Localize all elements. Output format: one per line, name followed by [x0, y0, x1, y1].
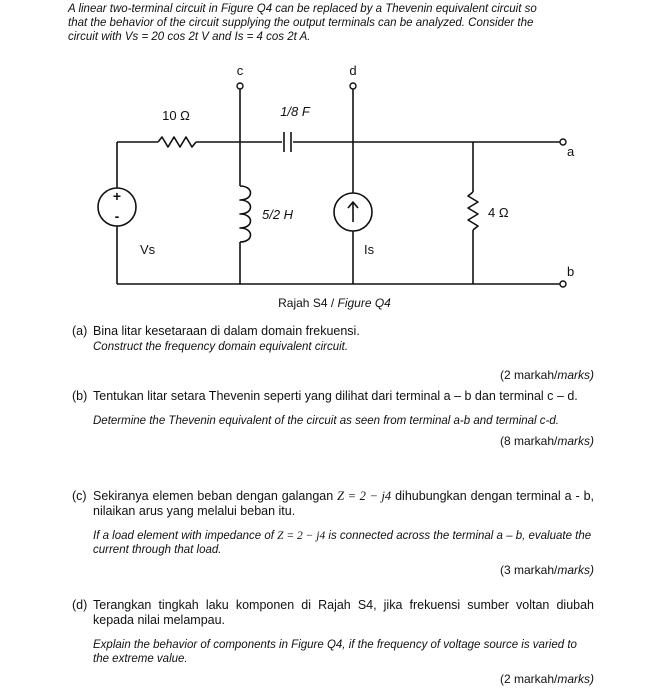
question-text-malay: Tentukan litar setara Thevenin seperti yang dilihat dari terminal a – b dan terminal c – d. — [93, 389, 578, 403]
question-label: (a) — [72, 324, 88, 338]
question-a — [72, 324, 594, 382]
question-label: (d) — [72, 598, 88, 612]
node-c-label: c — [236, 63, 244, 78]
resistor-4-label: 4 Ω — [488, 205, 509, 220]
question-text-malay: Bina litar kesetaraan di dalam domain frekuensi. — [93, 324, 360, 338]
figure-caption — [0, 296, 669, 310]
question-text-english: Construct the frequency domain equivalent circuit. — [93, 341, 349, 353]
vs-label: Vs — [140, 242, 156, 257]
terminal-c-icon — [237, 83, 243, 89]
question-text-malay: Terangkan tingkah laku komponen di Rajah S4, jika frekuensi sumber voltan diubah kepada nilai melampau. — [93, 598, 594, 627]
marks: (3 markah/marks) — [499, 563, 594, 577]
inductor-5-2-h — [240, 186, 251, 242]
terminal-a-icon — [560, 139, 566, 145]
question-text-english: Determine the Thevenin equivalent of the circuit as seen from terminal a-b and terminal c-d. — [93, 415, 559, 427]
resistor-4-ohm — [468, 192, 478, 230]
impedance-expression: Z = 2 − j4 — [337, 489, 392, 503]
is-label: Is — [364, 242, 375, 257]
marks: (2 markah/marks) — [499, 368, 594, 382]
node-d-label: d — [349, 63, 357, 78]
intro-line: A linear two-terminal circuit in Figure Q4 can be replaced by a Thevenin equivalent circuit so — [68, 3, 537, 15]
question-c — [72, 489, 594, 577]
question-text-english: If a load element with impedance of Z = 2 − j4 is connected across the terminal a – b, evaluate the current through that load. — [93, 530, 592, 556]
minus-sign: - — [114, 208, 120, 224]
intro-line: that the behavior of the circuit supplying the output terminals can be analyzed. Consider the — [68, 17, 534, 29]
current-arrow-icon — [348, 202, 358, 222]
node-b-label: b — [567, 264, 575, 279]
circuit-diagram — [0, 0, 669, 300]
impedance-expression: Z = 2 − j4 — [277, 530, 326, 542]
question-b — [72, 389, 594, 448]
marks: (2 markah/marks) — [499, 672, 594, 686]
terminal-d-icon — [350, 83, 356, 89]
plus-sign: + — [112, 188, 122, 204]
inductor-label: 5/2 H — [262, 207, 294, 222]
caption-malay: Rajah S4 / — [278, 296, 338, 310]
caption-english: Figure Q4 — [337, 296, 391, 310]
terminal-b-icon — [560, 281, 566, 287]
question-text-english: Explain the behavior of components in Figure Q4, if the frequency of voltage source is varied to the extreme value. — [93, 639, 577, 665]
node-a-label: a — [567, 144, 575, 159]
question-d — [72, 598, 594, 686]
resistor-10-ohm — [158, 137, 196, 147]
question-text-malay: Sekiranya elemen beban dengan galangan Z = 2 − j4 dihubungkan dengan terminal a - b, nilaikan arus yang melalui beban itu. — [93, 489, 595, 518]
marks: (8 markah/marks) — [499, 434, 594, 448]
intro-line: circuit with Vs = 20 cos 2t V and Is = 4 cos 2t A. — [68, 31, 311, 43]
capacitor-label: 1/8 F — [280, 104, 310, 119]
resistor-10-label: 10 Ω — [162, 108, 190, 123]
question-label: (b) — [72, 389, 88, 403]
question-label: (c) — [72, 489, 87, 503]
